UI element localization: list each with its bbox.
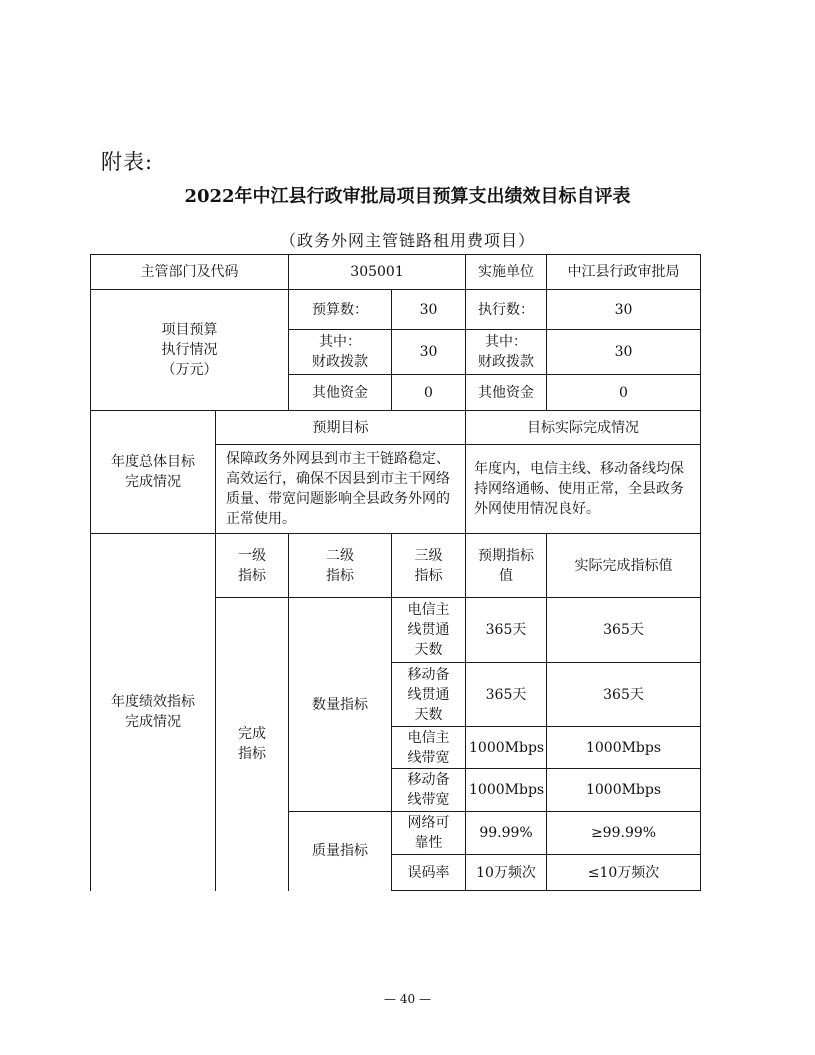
page-number: — 40 — xyxy=(384,992,431,1006)
indicator-actual: 365天 xyxy=(547,663,701,727)
other-label-right: 其他资金 xyxy=(466,375,547,411)
indicator-expected: 1000Mbps xyxy=(466,769,547,812)
table-row xyxy=(91,255,701,290)
indicator-actual: 1000Mbps xyxy=(547,727,701,769)
indicator-expected: 365天 xyxy=(466,598,547,663)
other-value-right: 0 xyxy=(547,375,701,411)
header-actual: 实际完成指标值 xyxy=(547,534,701,598)
document-title: 2022年中江县行政审批局项目预算支出绩效目标自评表 xyxy=(184,186,631,207)
exec-label: 执行数： xyxy=(466,290,547,330)
budget-section-label: 项目预算 执行情况 （万元） xyxy=(91,290,289,411)
indicator-name: 误码率 xyxy=(392,855,466,891)
fiscal-value-left: 30 xyxy=(392,330,466,375)
budget-label: 预算数： xyxy=(289,290,392,330)
exec-value: 30 xyxy=(547,290,701,330)
budget-value: 30 xyxy=(392,290,466,330)
indicator-expected: 1000Mbps xyxy=(466,727,547,769)
expected-goal-header: 预期目标 xyxy=(216,411,466,445)
indicator-expected: 365天 xyxy=(466,663,547,727)
quantity-indicator-label: 数量指标 xyxy=(289,598,392,812)
quality-indicator-label: 质量指标 xyxy=(289,812,392,891)
indicator-name: 网络可 靠性 xyxy=(392,812,466,855)
dept-label: 主管部门及代码 xyxy=(91,255,289,290)
indicator-name: 电信主 线贯通 天数 xyxy=(392,598,466,663)
self-evaluation-table xyxy=(90,254,701,891)
actual-goal-text: 年度内，电信主线、移动备线均保持网络通畅、使用正常，全县政务外网使用情况良好。 xyxy=(466,445,701,534)
other-label-left: 其他资金 xyxy=(289,375,392,411)
dept-code: 305001 xyxy=(289,255,466,290)
table-row xyxy=(91,534,701,598)
header-level2: 二级 指标 xyxy=(289,534,392,598)
header-level3: 三级 指标 xyxy=(392,534,466,598)
fiscal-label-right: 其中： 财政拨款 xyxy=(466,330,547,375)
table-row xyxy=(91,411,701,445)
indicator-name: 移动备 线贯通 天数 xyxy=(392,663,466,727)
level1-value: 完成 指标 xyxy=(216,598,289,891)
indicator-actual: 365天 xyxy=(547,598,701,663)
indicator-actual: ≥99.99% xyxy=(547,812,701,855)
fiscal-value-right: 30 xyxy=(547,330,701,375)
indicator-actual: 1000Mbps xyxy=(547,769,701,812)
impl-value: 中江县行政审批局 xyxy=(547,255,701,290)
table-row xyxy=(91,290,701,330)
indicator-name: 移动备 线带宽 xyxy=(392,769,466,812)
attachment-label: 附表: xyxy=(101,150,154,174)
header-expected: 预期指标 值 xyxy=(466,534,547,598)
indicators-section-label: 年度绩效指标 完成情况 xyxy=(91,534,216,891)
indicator-actual: ≤10万频次 xyxy=(547,855,701,891)
other-value-left: 0 xyxy=(392,375,466,411)
indicator-name: 电信主 线带宽 xyxy=(392,727,466,769)
impl-label: 实施单位 xyxy=(466,255,547,290)
document-subtitle: （政务外网主管链路租用费项目） xyxy=(279,231,535,250)
actual-goal-header: 目标实际完成情况 xyxy=(466,411,701,445)
header-level1: 一级 指标 xyxy=(216,534,289,598)
indicator-expected: 10万频次 xyxy=(466,855,547,891)
fiscal-label-left: 其中： 财政拨款 xyxy=(289,330,392,375)
expected-goal-text: 保障政务外网县到市主干链路稳定、高效运行，确保不因县到市主干网络质量、带宽问题影响全县政务外网的正常使用。 xyxy=(216,445,466,534)
annual-goal-section-label: 年度总体目标 完成情况 xyxy=(91,411,216,534)
indicator-expected: 99.99% xyxy=(466,812,547,855)
